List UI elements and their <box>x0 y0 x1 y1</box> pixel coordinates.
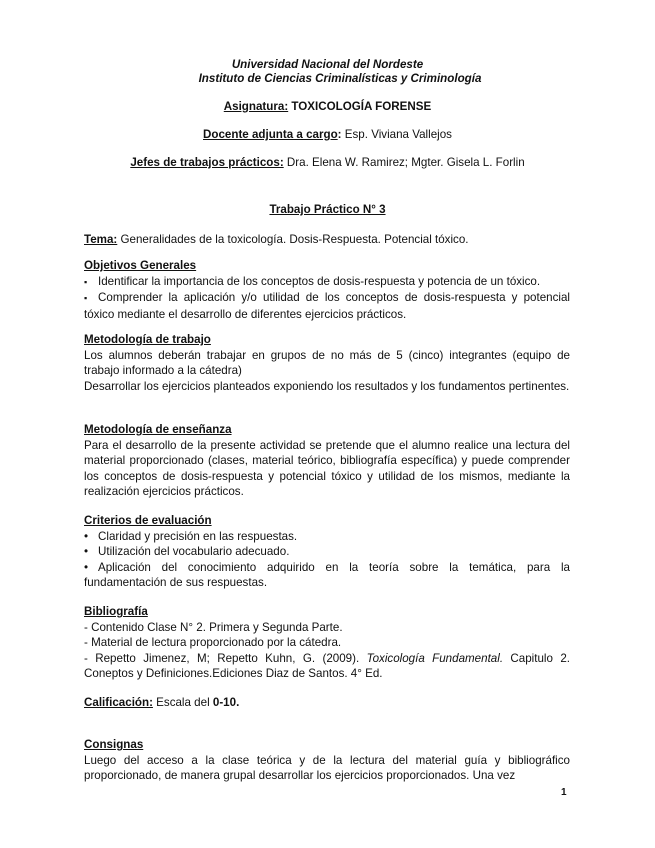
methodology-paragraph: Desarrollar los ejercicios planteados exponiendo los resultados y los fundamentos pertinentes. <box>84 379 570 393</box>
subject-line <box>0 99 655 115</box>
bibliography-details: Capitulo 2. Coneptos y Definiciones.Ediciones Diaz de Santos. 4° Ed. <box>84 651 570 680</box>
criteria-list <box>84 529 570 591</box>
subject-value: TOXICOLOGÍA FORENSE <box>291 100 432 113</box>
methodology-section <box>84 332 570 394</box>
objectives-list <box>84 274 570 323</box>
instructions-paragraph: Luego del acceso a la clase teórica y de la lectura del material guía y bibliográfico proporcionado, de manera grupal desarrollar los ejercicios proporcionados. Una vez <box>84 753 570 782</box>
list-item: • Claridad y precisión en las respuestas. <box>84 529 570 545</box>
grading-value: 0-10. <box>212 696 240 709</box>
teacher-label: Docente adjunta a cargo <box>203 128 338 141</box>
instructions-heading: Consignas <box>84 738 144 751</box>
teacher-value: Esp. Viviana Vallejos <box>341 128 452 141</box>
chiefs-value: Dra. Elena W. Ramirez; Mgter. Gisela L. Forlin <box>283 156 525 169</box>
list-item: ▪ Identificar la importancia de los conceptos de dosis-respuesta y potencia de un tóxico. <box>84 274 570 291</box>
bibliography-heading: Bibliografía <box>84 605 148 618</box>
list-item: • Utilización del vocabulario adecuado. <box>84 544 570 560</box>
bibliography-entry: - Material de lectura proporcionado por la cátedra. <box>84 636 342 649</box>
practical-title <box>0 202 655 218</box>
bibliography-entry: - Contenido Clase N° 2. Primera y Segunda Parte. <box>84 620 343 634</box>
chiefs-line <box>0 155 655 171</box>
subject-label: Asignatura: <box>223 100 289 113</box>
methodology-heading: Metodología de trabajo <box>84 333 211 346</box>
teaching-paragraph: Para el desarrollo de la presente actividad se pretende que el alumno realice una lectura del material proporcionado (clases, material teórico, bibliografía específica) y puede comprender los conceptos de dosis-respuesta y potencial tóxico y utilidad de los mismos, mediante la realización ejercicios prácticos. <box>84 438 570 498</box>
teaching-heading: Metodología de enseñanza <box>84 423 232 436</box>
topic-line <box>84 232 570 248</box>
topic-label: Tema: <box>84 233 118 246</box>
bibliography-section <box>84 604 570 682</box>
page-number: 1 <box>561 787 567 798</box>
criteria-section <box>84 513 570 591</box>
bibliography-book-title: Toxicología Fundamental. <box>366 651 504 665</box>
practical-title-text: Trabajo Práctico N° 3 <box>269 203 386 216</box>
objectives-heading: Objetivos Generales <box>84 259 197 272</box>
chiefs-label: Jefes de trabajos prácticos: <box>130 156 284 169</box>
university-name: Universidad Nacional del Nordeste <box>231 58 424 71</box>
list-item: ▪ Comprender la aplicación y/o utilidad de los conceptos de dosis-respuesta y potencial tóxico mediante el desarrollo de diferentes ejercicios prácticos. <box>84 290 570 322</box>
instructions-section <box>84 737 570 784</box>
grading-line <box>84 695 570 711</box>
criteria-heading: Criterios de evaluación <box>84 514 212 527</box>
grading-text: Escala del <box>152 696 213 709</box>
bibliography-entry <box>84 651 570 682</box>
methodology-paragraph: Los alumnos deberán trabajar en grupos de no más de 5 (cinco) integrantes (equipo de trabajo informado a la cátedra) <box>84 348 570 377</box>
topic-value: Generalidades de la toxicología. Dosis-Respuesta. Potencial tóxico. <box>117 233 469 246</box>
institute-name: Instituto de Ciencias Criminalísticas y Criminología <box>198 72 482 85</box>
teacher-line <box>0 127 655 143</box>
teacher-colon: : <box>337 128 342 141</box>
bibliography-authors: - Repetto Jimenez, M; Repetto Kuhn, G. (2009). <box>84 651 367 665</box>
objectives-section <box>84 258 570 322</box>
grading-label: Calificación: <box>84 696 153 709</box>
list-item: • Aplicación del conocimiento adquirido en la teoría sobre la temática, para la fundamentación de sus respuestas. <box>84 560 570 591</box>
teaching-section <box>84 422 570 500</box>
